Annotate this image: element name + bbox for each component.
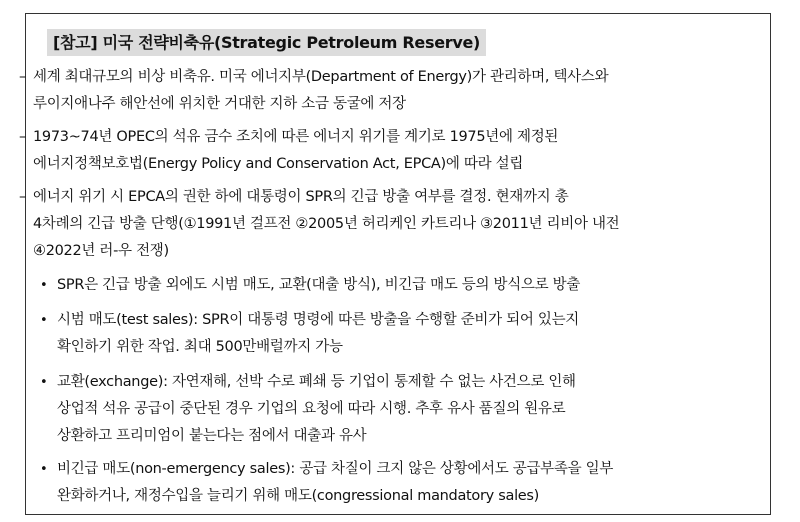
item-line: 1973~74년 OPEC의 석유 금수 조치에 따른 에너지 위기를 계기로 1975년에 제정된 bbox=[33, 129, 559, 145]
item-line: ④2022년 러-우 전쟁) bbox=[33, 243, 169, 259]
list-item bbox=[19, 64, 733, 118]
bullet-line: 완화하거나, 재정수입을 늘리기 위해 매도(congressional mandatory sales) bbox=[57, 488, 540, 504]
bullet-marker: • bbox=[40, 462, 48, 477]
bullet-line: 교환(exchange): 자연재해, 선박 수로 폐쇄 등 기업이 통제할 수 없는 사건으로 인해 bbox=[57, 374, 576, 390]
dash-marker: – bbox=[19, 129, 26, 145]
bullet-item bbox=[40, 272, 737, 299]
dash-marker: – bbox=[19, 69, 26, 85]
bullet-line: 상업적 석유 공급이 중단된 경우 기업의 요청에 따라 시행. 추후 유사 품질의 원유로 bbox=[57, 401, 566, 417]
bullet-item bbox=[40, 307, 737, 361]
bullet-line: 확인하기 위한 작업. 최대 500만배럴까지 가능 bbox=[57, 339, 343, 355]
bullet-marker: • bbox=[40, 278, 48, 293]
list-item bbox=[19, 184, 733, 265]
list-item bbox=[19, 124, 733, 178]
dash-marker: – bbox=[19, 189, 26, 205]
bullet-item bbox=[40, 456, 737, 510]
bullet-line: 비긴급 매도(non-emergency sales): 공급 차질이 크지 않은 상황에서도 공급부족을 일부 bbox=[57, 461, 614, 477]
bullet-line: 시범 매도(test sales): SPR이 대통령 명령에 따른 방출을 수행할 준비가 되어 있는지 bbox=[57, 312, 579, 328]
bullet-line: SPR은 긴급 방출 외에도 시범 매도, 교환(대출 방식), 비긴급 매도 등의 방식으로 방출 bbox=[57, 277, 581, 293]
item-line: 4차례의 긴급 방출 단행(①1991년 걸프전 ②2005년 허리케인 카트리나 ③2011년 리비아 내전 bbox=[33, 216, 620, 232]
bullet-marker: • bbox=[40, 375, 48, 390]
bullet-line: 상환하고 프리미엄이 붙는다는 점에서 대출과 유사 bbox=[57, 428, 367, 444]
bullet-item bbox=[40, 369, 737, 450]
bullet-marker: • bbox=[40, 313, 48, 328]
item-line: 세계 최대규모의 비상 비축유. 미국 에너지부(Department of Energy)가 관리하며, 텍사스와 bbox=[33, 69, 609, 85]
item-line: 에너지 위기 시 EPCA의 권한 하에 대통령이 SPR의 긴급 방출 여부를 결정. 현재까지 총 bbox=[33, 189, 569, 205]
box-title: [참고] 미국 전략비축유(Strategic Petroleum Reserve) bbox=[47, 29, 486, 56]
item-line: 루이지애나주 해안선에 위치한 거대한 지하 소금 동굴에 저장 bbox=[33, 96, 406, 112]
item-line: 에너지정책보호법(Energy Policy and Conservation Act, EPCA)에 따라 설립 bbox=[33, 156, 524, 172]
